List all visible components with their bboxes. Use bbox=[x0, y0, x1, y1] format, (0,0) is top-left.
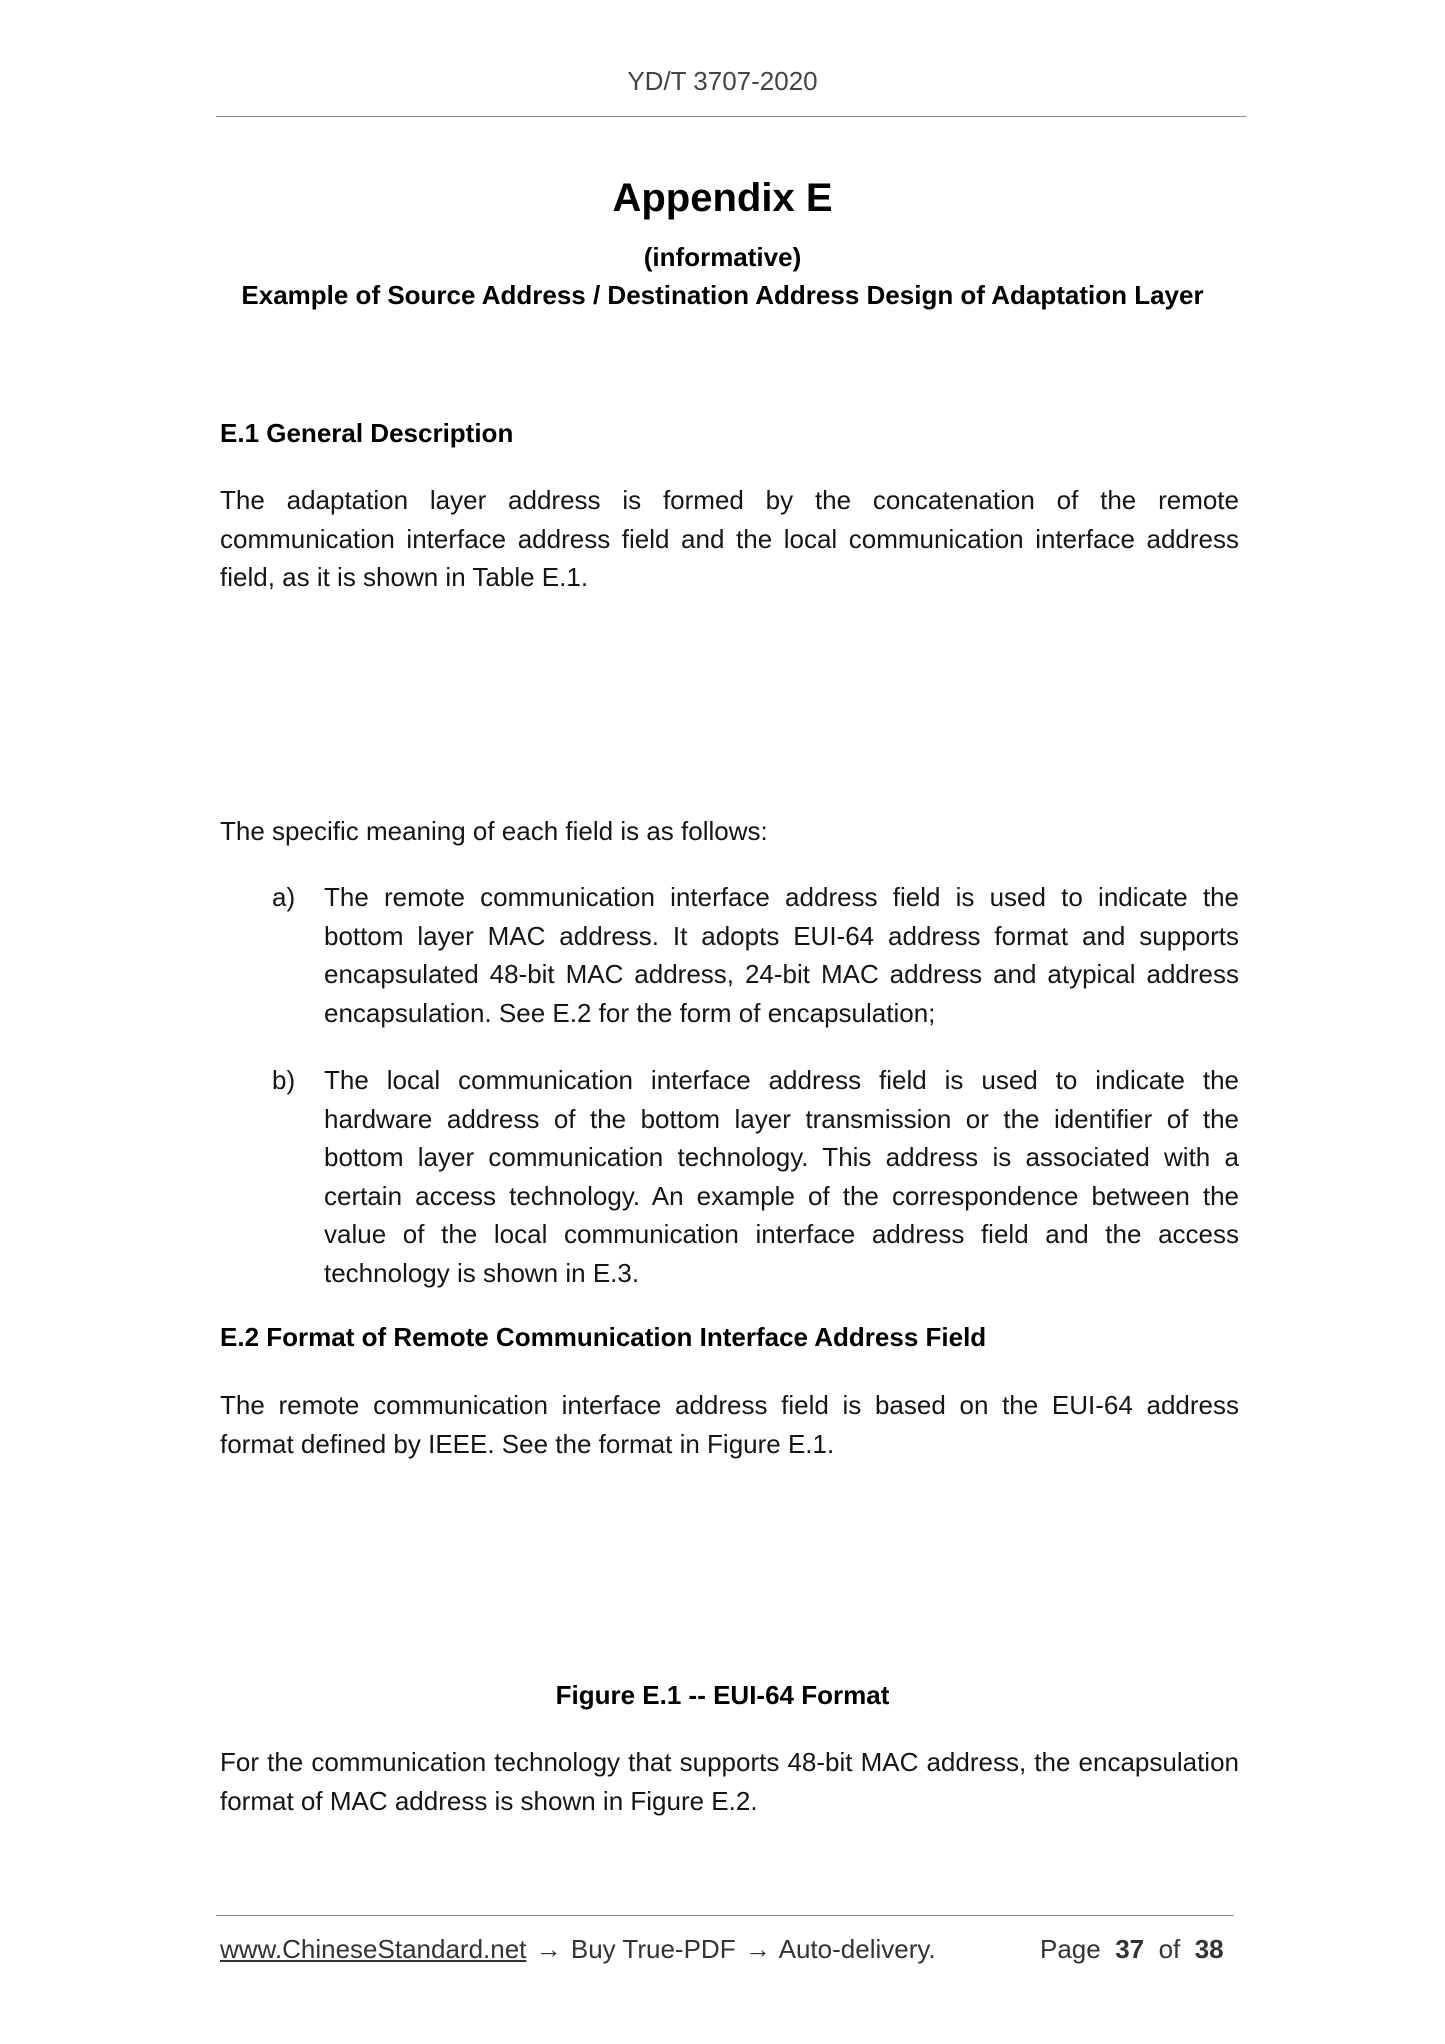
arrow-right-icon: → bbox=[535, 1934, 562, 1964]
header-divider bbox=[216, 116, 1246, 117]
section-e1-paragraph-2: The specific meaning of each field is as follows: bbox=[220, 816, 768, 846]
document-code-header: YD/T 3707-2020 bbox=[627, 66, 818, 96]
list-marker: a) bbox=[272, 882, 296, 912]
footer-divider bbox=[216, 1915, 1234, 1916]
appendix-type: (informative) bbox=[643, 242, 802, 272]
section-e2-paragraph-1: The remote communication interface address field is based on the EUI-64 address format defined by IEEE. See the format in Figure E.1. bbox=[220, 1390, 1239, 1459]
page-total: 38 bbox=[1194, 1934, 1224, 1964]
list-item-text: The remote communication interface address field is used to indicate the bottom layer MAC address. It adopts EUI-64 address format and supports encapsulated 48-bit MAC address, 24-bit MAC address and atypical address encapsulation. See E.2 for the form of encapsulation; bbox=[324, 882, 1239, 1028]
appendix-subtitle: Example of Source Address / Destination Address Design of Adaptation Layer bbox=[241, 280, 1204, 310]
page-current: 37 bbox=[1115, 1934, 1145, 1964]
list-item-text: The local communication interface address field is used to indicate the hardware address of the bottom layer transmission or the identifier of the bottom layer communication technology. This address is associated with a certain access technology. An example of the correspondence between the value of the local communication interface address field and the access technology is shown in E.3. bbox=[324, 1065, 1239, 1288]
delivery-text: Auto-delivery. bbox=[778, 1934, 936, 1964]
section-e2-heading: E.2 Format of Remote Communication Interface Address Field bbox=[220, 1322, 987, 1352]
buy-text: Buy True-PDF bbox=[570, 1934, 736, 1964]
appendix-title: Appendix E bbox=[612, 176, 833, 220]
figure-e1-caption: Figure E.1 -- EUI-64 Format bbox=[555, 1680, 890, 1710]
section-e1-heading: E.1 General Description bbox=[220, 418, 514, 448]
section-e2-paragraph-2: For the communication technology that supports 48-bit MAC address, the encapsulation format of MAC address is shown in Figure E.2. bbox=[220, 1747, 1239, 1816]
page-number bbox=[1040, 1934, 1224, 1965]
page-label: Page bbox=[1040, 1934, 1101, 1964]
list-marker: b) bbox=[272, 1065, 296, 1095]
section-e1-paragraph-1: The adaptation layer address is formed by the concatenation of the remote communication interface address field and the local communication interface address field, as it is shown in Table E.1. bbox=[220, 485, 1239, 592]
footer-promo bbox=[220, 1934, 936, 1965]
arrow-right-icon: → bbox=[744, 1934, 771, 1964]
page-of-label: of bbox=[1158, 1934, 1181, 1964]
site-link[interactable]: www.ChineseStandard.net bbox=[220, 1934, 527, 1964]
